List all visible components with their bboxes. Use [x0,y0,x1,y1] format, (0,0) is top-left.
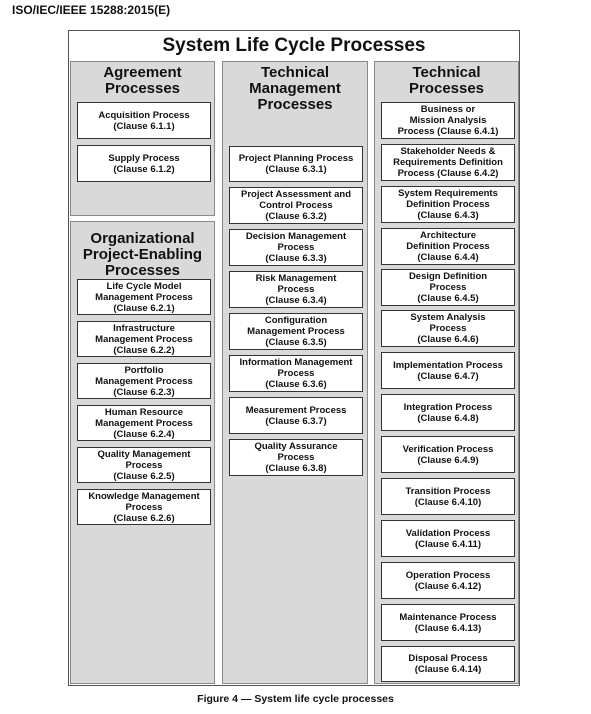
process-box-6-4-6 [381,310,515,347]
title-line: Agreement [103,64,182,81]
process-box-6-4-12 [381,562,515,599]
box-line: Information Management [239,357,353,368]
box-line: Process (Clause 6.4.1) [397,126,499,137]
title-line: Project-Enabling [82,246,203,263]
box-line: (Clause 6.4.13) [414,622,482,634]
process-box-6-4-5 [381,269,515,306]
agreement-group-title [71,65,214,97]
process-box-6-2-6 [77,489,211,525]
box-line: Management Process [247,326,345,337]
box-line: (Clause 6.2.5) [113,470,175,482]
box-line: (Clause 6.3.5) [265,337,327,348]
technical-management-group [222,61,368,684]
box-line: Portfolio [124,364,164,376]
box-line: Transition Process [405,485,491,497]
box-line: (Clause 6.2.1) [113,302,175,314]
box-line: (Clause 6.2.3) [113,386,175,398]
process-box-6-3-8 [229,439,363,476]
process-box-6-3-1 [229,146,363,182]
box-line: Integration Process [403,401,493,413]
technical-group [374,61,519,684]
box-line: Management Process [95,417,193,429]
box-line: Maintenance Process [399,611,497,623]
process-box-6-4-7 [381,352,515,389]
box-line: Knowledge Management [88,490,200,502]
title-line: Processes [257,96,333,113]
box-line: (Clause 6.3.1) [265,164,327,175]
process-box-6-4-13 [381,604,515,641]
box-line: (Clause 6.2.2) [113,344,175,356]
box-line: (Clause 6.4.10) [414,496,482,508]
box-line: Measurement Process [245,404,347,416]
box-line: Project Planning Process [238,153,354,164]
box-line: (Clause 6.1.2) [113,163,175,175]
box-line: Validation Process [405,527,491,539]
box-line: (Clause 6.3.6) [265,379,327,390]
box-line: (Clause 6.4.7) [417,370,479,382]
box-line: Process [277,368,315,379]
box-line: Quality Assurance [254,441,338,452]
box-line: Project Assessment and [241,189,351,200]
box-line: Risk Management [255,273,337,284]
technical-management-group-title [223,65,367,113]
title-line: Processes [408,80,485,97]
agreement-group [70,61,215,216]
process-box-6-4-1 [381,102,515,139]
title-line: Technical [260,64,330,81]
box-line: Definition Process [406,241,490,252]
box-line: Human Resource [104,406,184,418]
box-line: (Clause 6.4.8) [417,412,479,424]
box-line: Process [277,284,315,295]
box-line: (Clause 6.3.3) [265,253,327,264]
box-line: Configuration [264,315,328,326]
box-line: Process [125,459,163,471]
document-header: ISO/IEC/IEEE 15288:2015(E) [12,3,171,17]
process-box-6-4-4 [381,228,515,265]
box-line: Requirements Definition [393,157,503,168]
figure-caption: Figure 4 — System life cycle processes [197,693,394,705]
box-line: (Clause 6.4.5) [417,293,479,304]
box-line: Mission Analysis [409,115,487,126]
box-line: Design Definition [408,271,488,282]
box-line: System Analysis [410,312,486,323]
box-line: Management Process [95,375,193,387]
process-box-6-1-1 [77,102,211,139]
box-line: (Clause 6.4.11) [414,538,481,550]
box-line: (Clause 6.2.6) [113,512,175,524]
box-line: Management Process [95,291,193,303]
box-line: (Clause 6.4.9) [417,454,479,466]
title-line: Technical [412,64,481,81]
technical-group-title [375,65,518,97]
process-box-6-3-2 [229,187,363,224]
process-box-6-4-11 [381,520,515,557]
box-line: Process [277,452,315,463]
box-line: Stakeholder Needs & [400,146,496,157]
box-line: Process [429,282,467,293]
box-line: (Clause 6.4.12) [414,580,482,592]
box-line: Acquisition Process [98,109,190,121]
process-box-6-3-6 [229,355,363,392]
box-line: Implementation Process [393,359,503,371]
box-line: Infrastructure [113,322,175,334]
process-box-6-3-3 [229,229,363,266]
title-line: Processes [104,262,181,279]
box-line: System Requirements [398,188,498,199]
box-line: Architecture [420,230,476,241]
box-line: (Clause 6.4.3) [417,210,479,221]
title-line: Organizational [90,230,195,247]
box-line: Process [429,323,467,334]
diagram-frame [68,30,520,686]
box-line: (Clause 6.4.6) [417,334,479,345]
organizational-group-title [71,231,214,279]
box-line: Quality Management [97,448,191,460]
organizational-group [70,221,215,684]
box-line: Verification Process [402,443,494,455]
process-box-6-2-3 [77,363,211,399]
process-box-6-2-5 [77,447,211,483]
process-box-6-4-9 [381,436,515,473]
box-line: Decision Management [245,231,347,242]
box-line: (Clause 6.3.7) [265,415,327,427]
box-line: (Clause 6.3.2) [265,211,327,222]
process-box-6-1-2 [77,145,211,182]
box-line: Disposal Process [408,653,488,664]
process-box-6-3-5 [229,313,363,350]
process-box-6-2-1 [77,279,211,315]
process-box-6-3-4 [229,271,363,308]
process-box-6-4-2 [381,144,515,181]
box-line: Process [125,501,163,513]
title-line: Management [249,80,341,97]
box-line: Life Cycle Model [106,280,182,292]
process-box-6-4-14 [381,646,515,682]
box-line: Operation Process [405,569,491,581]
title-line: Processes [104,80,181,97]
diagram-title: System Life Cycle Processes [162,35,426,56]
box-line: (Clause 6.4.14) [414,664,482,675]
box-line: Process [277,242,315,253]
box-line: (Clause 6.2.4) [113,428,175,440]
process-box-6-2-2 [77,321,211,357]
box-line: (Clause 6.3.8) [265,463,327,474]
process-box-6-2-4 [77,405,211,441]
box-line: Management Process [95,333,193,345]
process-box-6-4-8 [381,394,515,431]
box-line: (Clause 6.4.4) [417,252,479,263]
box-line: Business or [420,104,476,115]
box-line: (Clause 6.3.4) [265,295,327,306]
box-line: Definition Process [406,199,490,210]
box-line: (Clause 6.1.1) [113,120,175,132]
process-box-6-3-7 [229,397,363,434]
box-line: Process (Clause 6.4.2) [397,168,499,179]
process-box-6-4-3 [381,186,515,223]
process-box-6-4-10 [381,478,515,515]
box-line: Control Process [259,200,333,211]
box-line: Supply Process [108,152,180,164]
